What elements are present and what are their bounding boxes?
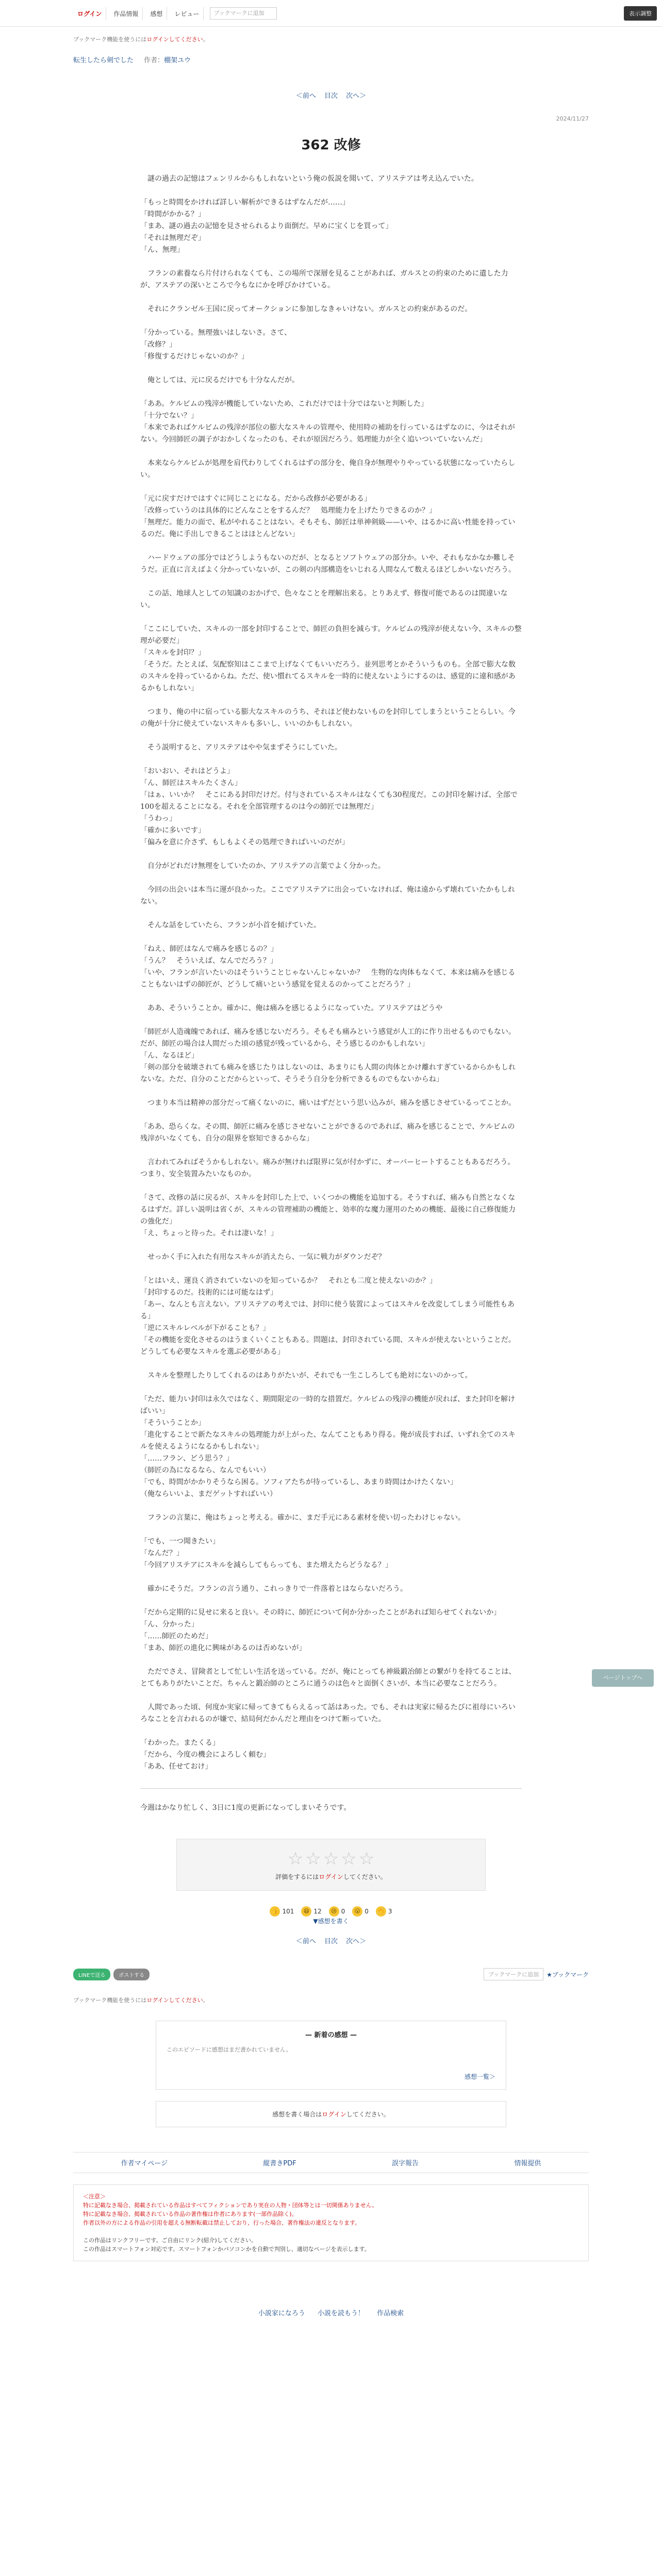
novel-paragraph: 「ここにしていた、スキルの一部を封印することで、師匠の負担を減らす。ケルビムの残滓が使えない今、スキルの整理が必要だ」 <box>140 625 522 645</box>
novel-paragraph: 「ああ、恐らくな。その間、師匠に痛みを感じさせないことができるのであれば、痛みを感じることで、ケルビムの残滓がいなくても、自分の限界を察知できるからな」 <box>140 1123 515 1143</box>
novel-paragraph: 本来ならケルビムが処理を肩代わりしてくれるはずの部分を、俺自身が無理やりやっている状態になっていたらしい。 <box>140 459 516 479</box>
novel-paragraph: 「でも、時間がかかりそうなら困る。ソフィアたちが待っているし、あまり時間はかけたくない」 <box>140 1478 457 1486</box>
novel-blank-line <box>140 1263 522 1275</box>
notice-title: ＜注意＞ <box>83 2193 106 2200</box>
novel-paragraph: ハードウェアの部分ではどうしようもないのだが、となるとソフトウェアの部分か。いや、それもなかなか難しそうだ。正直に言えばよく分かっていないが、この剣の内部構造をいじれる人間なんて数えるほどしかいないだろう。 <box>140 554 516 574</box>
novel-paragraph: 「まあ、謎の過去の記憶を見させられるより面倒だ。早めに宝くじを買って」 <box>140 222 393 230</box>
footer-link-search[interactable]: 作品検索 <box>377 2310 404 2317</box>
afterword: 今週はかなり忙しく、3日に1度の更新になってしまいそうです。 <box>140 1804 351 1812</box>
prev-link[interactable]: ＜前へ <box>295 92 316 100</box>
novel-paragraph: 「そうだ。たとえば、気配察知はここまで上げなくてもいいだろう。並列思考とかそういうものも。全部で膨大な数のスキルを持っているからね。ただ、使い慣れてるスキルを一時的に使えないようにするのは、感覚的に違和感があるかもしれない」 <box>140 660 516 692</box>
novel-blank-line <box>140 730 522 742</box>
notice-linkfree: この作品はリンクフリーです。ご自由にリンク(紹介)してください。 <box>83 2237 257 2244</box>
novel-paragraph: 「はぁ、いいか？ そこにある封印だけだ。付与されているスキルはなくても30程度だ。この封印を解けば、全部で100を超えることになる。それを全部管理するのは今の師匠では無理だ」 <box>140 791 518 811</box>
novel-paragraph: せっかく手に入れた有用なスキルが消えたら、一気に戦力がダウンだぞ？ <box>140 1253 386 1261</box>
novel-blank-line <box>140 540 522 552</box>
novel-paragraph: 「うん？ そういえば、なんでだろう？」 <box>140 957 277 965</box>
novel-paragraph: それにクランゼル王国に戻ってオークションに参加しなきゃいけない。ガルスとの約束があるのだ。 <box>140 305 472 313</box>
notice-reprint: 作者以外の方による作品の引用を超える無断転載は禁止しており、行った場合、著作権法の違反となります。 <box>83 2219 361 2226</box>
novel-paragraph: つまり、俺の中に宿っている膨大なスキルのうち、それほど使わないものを封印してしまうということらしい。今の俺が十分に使えていないスキルも多いし、いいのかもしれない。 <box>140 708 516 728</box>
novel-paragraph: フランの素養なら片付けられなくても、この場所で深層を見ることがあれば、ガルスとの約束のために遺した力が、アステアの深いところで今もなにかを呼びかけている。 <box>140 269 508 290</box>
afterword-divider <box>140 1788 522 1789</box>
novel-paragraph: ああ、そういうことか。確かに、俺は痛みを感じるようになっていた。アリステアはどうや <box>140 1004 443 1012</box>
bookmark-notice: ブックマーク機能を使うにはログインしてください。 <box>73 36 209 43</box>
novel-blank-line <box>140 991 522 1003</box>
author-label: 作者： <box>144 57 164 64</box>
novel-blank-line <box>140 1382 522 1394</box>
reaction-emoji-icon: 😢 <box>329 1906 339 1917</box>
reaction-count: 3 <box>388 1908 392 1915</box>
rating-note: 評価をするにはログインしてください。 <box>275 1873 387 1880</box>
novel-paragraph: 「今回アリステアにスキルを減らしてもらっても、また増えたらどうなる？」 <box>140 1561 392 1569</box>
novel-paragraph: 「ただ、能力い封印は永久ではなく、期間限定の一時的な措置だ。ケルビムの残滓の機能が戻れば、また封印を解けばいい」 <box>140 1395 516 1415</box>
author-mypage-link[interactable]: 作者マイページ <box>121 2160 168 2167</box>
bookmark-add-disabled[interactable]: ブックマークに追加 <box>484 1968 543 1980</box>
novel-paragraph: 「ねえ、師匠はなんで痛みを感じるの？」 <box>140 945 278 953</box>
notice-fiction: 特に記載なき場合、掲載されている作品はすべてフィクションであり実在の人物・団体等とは一切関係ありません。 <box>83 2202 378 2209</box>
novel-blank-line <box>140 1086 522 1097</box>
novel-blank-line <box>140 1725 522 1737</box>
reactions <box>0 1906 662 1917</box>
reaction-count: 101 <box>282 1908 294 1915</box>
novel-paragraph: 「無理だ。能力の面で、私がやれることはない。そもそも、師匠は単神剣級——いや、はるかに高い性能を持っているのだ。俺に手出しできることはほとんどない」 <box>140 518 516 538</box>
novel-paragraph: 「まあ、師匠の進化に興味があるのは否めないが」 <box>140 1644 306 1652</box>
novel-blank-line <box>140 754 522 766</box>
novel-paragraph: 「本来であればケルビムの残滓が部位の膨大なスキルの管理や、使用時の補助を行っているはずなのに、今はそれがない。今回師匠の調子がおかしくなったのも、それが原因だろう。処理能力が全く追いついていないんだ」 <box>140 423 515 444</box>
novel-blank-line <box>140 1240 522 1251</box>
novel-paragraph: 「……フラン、どう思う？」 <box>140 1454 234 1463</box>
novel-paragraph: 「もっと時間をかければ詳しい解析ができるはずなんだが……」 <box>140 198 350 207</box>
reaction-button[interactable] <box>329 1906 345 1917</box>
novel-paragraph: 「ん、なるほど」 <box>140 1052 198 1060</box>
toc-link-bottom[interactable]: 目次 <box>324 1938 338 1945</box>
rating-star-icon[interactable]: ☆ <box>323 1849 339 1869</box>
author-link[interactable]: 棚架ユウ <box>164 57 191 64</box>
novel-blank-line <box>140 256 522 268</box>
next-link-bottom[interactable]: 次へ＞ <box>346 1938 367 1945</box>
impressions-login-box: 感想を書く場合はログインしてください。 <box>156 2101 506 2127</box>
novel-paragraph: 「偏みを意に介さず、もしもよくその処理できればいいのだが」 <box>140 838 349 846</box>
novel-paragraph: この話、地球人としての知識のおかげで、色々なことを理解出来る。とりあえず、修復可能であるのは間違いない。 <box>140 589 508 609</box>
novel-blank-line <box>140 612 522 623</box>
reaction-emoji-icon: 👍 <box>270 1906 280 1917</box>
chapter-title: 362 改修 <box>301 138 361 153</box>
legal-notice-box <box>73 2184 589 2261</box>
novel-paragraph: 人間であった頃、何度か実家に帰ってきてもらえるって話はあった。でも、それは実家に帰るたびに祖母にいろいろなことを言われるのが嫌で、結局何だかんだと理由をつけて断っていた。 <box>140 1703 516 1723</box>
works-link[interactable]: 作品情報 <box>109 7 143 20</box>
novel-paragraph: 「うわっ」 <box>140 815 176 823</box>
reaction-emoji-icon: 😮 <box>352 1906 362 1917</box>
notice-copyright: 特に記載なき場合、掲載されている作品の著作権は作者にあります(一部作品除く)。 <box>83 2211 297 2217</box>
novel-paragraph: フランの言葉に、俺はちょっと考える。確かに、まだ手元にある素材を使い切ったわけじゃない。 <box>140 1514 465 1522</box>
novel-blank-line <box>140 1500 522 1512</box>
novel-paragraph: 俺としては、元に戻るだけでも十分なんだが。 <box>140 376 299 384</box>
novel-blank-line <box>140 386 522 398</box>
novel-paragraph: そんな話をしていたら、フランが小首を傾げていた。 <box>140 921 321 929</box>
reaction-count: 0 <box>341 1908 345 1915</box>
vertical-pdf-link[interactable]: 縦書きPDF <box>263 2160 296 2167</box>
novel-paragraph: 自分がどれだけ無理をしていたのか、アリステアの言葉でよく分かった。 <box>140 862 385 870</box>
novel-paragraph: 今回の出会いは本当に運が良かった。ここでアリステアに出会っていなければ、俺は遠からず壊れていたかもしれない。 <box>140 886 515 906</box>
novel-paragraph: 「剣の部分を破壊されても痛みを感じたりはしないのは、あまりにも人間の肉体とかけ離れすぎているからかもしれないな。ただ、自分のことだからといって、そうそう自分を分析できるものでもないからね」 <box>140 1063 516 1083</box>
display-settings-button[interactable]: 表示調整 <box>624 6 657 21</box>
reaction-button[interactable] <box>301 1906 321 1917</box>
novel-blank-line <box>140 363 522 375</box>
novel-paragraph: 「スキルを封印？」 <box>140 649 205 657</box>
novel-paragraph: 「とはいえ、運良く消されていないのを知っているか？ それとも二度と使えないのか？」 <box>140 1277 437 1285</box>
novel-paragraph: ただでさえ、冒険者として忙しい生活を送っている。だが、俺にとっても神級鍛冶師との繋がりを持てることは、とてもありがたいことだ。ちゃんと鍛冶師のところに通うのは色々と面倒くさいが、本当に必要なことだろう。 <box>140 1668 516 1688</box>
novel-blank-line <box>140 446 522 457</box>
novel-blank-line <box>140 694 522 706</box>
novel-paragraph: （俺ならいいよ、まだゲットすればいい） <box>140 1490 277 1498</box>
novel-blank-line <box>140 849 522 860</box>
notice-login-link[interactable]: ログインしてください <box>146 36 203 43</box>
impressions-empty-note: このエピソードに感想はまだ書かれていません。 <box>167 2046 292 2053</box>
typo-report-link[interactable]: 誤字報告 <box>392 2160 419 2167</box>
impressions-box <box>156 2021 506 2090</box>
rating-stars <box>187 1849 475 1869</box>
info-provide-link[interactable]: 情報提供 <box>514 2160 541 2167</box>
novel-paragraph: （師匠の為になるなら、なんでもいい） <box>140 1466 270 1475</box>
novel-blank-line <box>140 1524 522 1536</box>
novel-paragraph: 「確かに多いです」 <box>140 826 205 835</box>
novel-blank-line <box>140 1358 522 1370</box>
novel-paragraph: 「進化することで新たなスキルの処理能力が上がった、なんてこともあり得る。俺が成長すれば、いずれ全てのスキルを使えるようになるかもしれない」 <box>140 1431 516 1451</box>
novel-paragraph: 「改修っていうのは具体的にどんなことをするんだ？ 処理能力を上げたりできるのか？」 <box>140 506 436 515</box>
novel-paragraph: 「ん、無理」 <box>140 246 184 254</box>
toc-link[interactable]: 目次 <box>324 92 338 100</box>
novel-paragraph: スキルを整理したりしてくれるのはありがたいが、それでも一生こしろしても絶対にないのかって。 <box>140 1371 472 1380</box>
novel-body <box>140 173 522 1773</box>
novel-blank-line <box>140 1145 522 1157</box>
novel-blank-line <box>140 931 522 943</box>
novel-paragraph: 「わかった。またくる」 <box>140 1739 220 1747</box>
novel-paragraph: 「だから定期的に見せに来ると良い。その時に、師匠について何か分かったことがあれば知らせてくれないか」 <box>140 1608 501 1617</box>
novel-paragraph: 謎の過去の記憶はフェンリルからもしれないという俺の仮説を聞いて、アリステアは考え込んでいた。 <box>140 175 478 183</box>
bookmark-notice-bottom: ブックマーク機能を使うにはログインしてください。 <box>73 1997 209 2004</box>
novel-blank-line <box>140 315 522 327</box>
rating-box <box>176 1839 486 1891</box>
series-title-link[interactable]: 転生したら剣でした <box>73 57 134 64</box>
novel-blank-line <box>140 1595 522 1607</box>
page-top-button[interactable]: ページトップへ <box>592 1669 654 1687</box>
reaction-button[interactable] <box>270 1906 294 1917</box>
novel-paragraph: 言われてみればそうかもしれない。痛みが無ければ限界に気が付かずに、オーバーヒートすることもあるだろう。つまり、安全装置みたいなものか。 <box>140 1158 515 1178</box>
impressions-link[interactable]: 感想 <box>146 7 167 20</box>
bookmark-link[interactable]: ★ブックマーク <box>547 1971 589 1978</box>
novel-paragraph: つまり本当は精神の部分だって痛くないのに、痛いはずだという思い込みが、痛みを感じさせているってことか。 <box>140 1099 516 1107</box>
reaction-emoji-icon: 😄 <box>301 1906 311 1917</box>
footer-link-yomou[interactable]: 小説を読もう！ <box>317 2310 365 2317</box>
post-date: 2024/11/27 <box>556 115 589 122</box>
novel-blank-line <box>140 481 522 493</box>
reaction-button[interactable] <box>352 1906 369 1917</box>
novel-paragraph: 「ああ。ケルビムの残滓が機能していないため、これだけでは十分ではないと判断した」 <box>140 400 428 408</box>
reaction-emoji-icon: 👏 <box>376 1906 386 1917</box>
post-share-button[interactable]: ポストする <box>113 1969 150 1980</box>
rating-star-icon[interactable]: ☆ <box>341 1849 357 1869</box>
login-link[interactable]: ログイン <box>73 7 106 20</box>
prev-link-bottom[interactable]: ＜前へ <box>295 1938 316 1945</box>
reaction-count: 12 <box>313 1908 322 1915</box>
novel-paragraph: 「十分でない？」 <box>140 412 198 420</box>
write-impression-link[interactable]: ▼感想を書く <box>313 1918 349 1925</box>
notice-smartphone: この作品はスマートフォン対応です。スマートフォンかパソコンかを自動で判別し、適切なページを表示します。 <box>83 2246 370 2252</box>
rating-login-link[interactable]: ログイン <box>319 1873 343 1880</box>
novel-blank-line <box>140 1180 522 1192</box>
novel-paragraph: 「師匠が人造魂魄であれば、痛みを感じないだろう。そもそも痛みという感覚が人工的に作り出せるものでもない。だが、師匠の場合は人間だった頃の感覚が残っているから、そう感じるのかもしれない」 <box>140 1028 516 1048</box>
novel-paragraph: 「ん、師匠はスキルたくさん」 <box>140 779 242 787</box>
impressions-title: — 新着の感想 — <box>305 2031 357 2039</box>
novel-paragraph: 「ああ、任せておけ」 <box>140 1762 212 1771</box>
novel-blank-line <box>140 1014 522 1026</box>
novel-blank-line <box>140 576 522 588</box>
next-link[interactable]: 次へ＞ <box>346 92 367 100</box>
impressions-login-link[interactable]: ログイン <box>322 2111 346 2118</box>
novel-paragraph: 「分かっている。無理強いはしないさ。さて、 <box>140 329 292 337</box>
novel-paragraph: 「でも、一つ聞きたい」 <box>140 1537 220 1546</box>
reaction-count: 0 <box>365 1908 369 1915</box>
novel-blank-line <box>140 185 522 197</box>
reaction-button[interactable] <box>376 1906 392 1917</box>
novel-paragraph: 「修復するだけじゃないのか？」 <box>140 352 249 361</box>
novel-paragraph: 「時間がかかる？」 <box>140 210 205 218</box>
pager-bottom <box>0 1936 662 1945</box>
bottom-nav <box>73 2152 589 2173</box>
rating-star-icon[interactable]: ☆ <box>287 1849 304 1869</box>
novel-blank-line <box>140 908 522 920</box>
header-bar <box>0 0 662 27</box>
novel-paragraph: 「さて、改修の話に戻るが、スキルを封印した上で、いくつかの機能を追加する。そうすれば、痛みも自然となくなるはずだ。詳しい説明は省くが、スキルの管理補助の機能と、効率的な魔力運用のための機能、最後に自己修復能力の強化だ」 <box>140 1194 516 1226</box>
novel-paragraph: 「そういうことか」 <box>140 1419 205 1427</box>
review-link[interactable]: レビュー <box>170 7 204 20</box>
novel-paragraph: 「ん、分かった」 <box>140 1620 198 1629</box>
footer-links <box>0 2308 662 2317</box>
novel-paragraph: そう説明すると、アリステアはやや気まずそうにしていた。 <box>140 743 342 752</box>
pager-top <box>0 90 662 100</box>
novel-paragraph: 「それは無理だぞ」 <box>140 234 205 242</box>
impressions-list-link[interactable]: 感想一覧＞ <box>464 2073 495 2080</box>
novel-paragraph: 「その機能を変化させるのはうまくいくこともある。問題は、封印されている間、スキルが使えないということだ。どうしても必要なスキルを選ぶ必要がある」 <box>140 1336 516 1356</box>
novel-blank-line <box>140 872 522 884</box>
rating-star-icon[interactable]: ☆ <box>305 1849 321 1869</box>
novel-paragraph: 「なんだ？」 <box>140 1549 184 1557</box>
footer-link-narou[interactable]: 小説家になろう <box>258 2310 305 2317</box>
novel-paragraph: 「元に戻すだけではすぐに同じことになる。だから改修が必要がある」 <box>140 495 371 503</box>
novel-blank-line <box>140 1654 522 1666</box>
novel-paragraph: 「改修？」 <box>140 341 176 349</box>
novel-blank-line <box>140 292 522 303</box>
novel-paragraph: 確かにそうだ。フランの言う通り、これっきりで一件落着とはならないだろう。 <box>140 1585 407 1593</box>
line-share-button[interactable]: LINEで送る <box>73 1969 110 1980</box>
novel-paragraph: 「……師匠のためだ」 <box>140 1632 212 1640</box>
novel-blank-line <box>140 1571 522 1583</box>
novel-paragraph: 「逆にスキルレベルが下がることも？」 <box>140 1324 270 1332</box>
novel-blank-line <box>140 1109 522 1121</box>
share-toolbar <box>73 1968 589 1980</box>
novel-blank-line <box>140 1690 522 1702</box>
novel-paragraph: 「いや、フランが言いたいのはそういうことじゃないんじゃないか？ 生物的な肉体もなくて、本来は痛みを感じることもないはずの師匠が、どうして痛いという感覚を覚えるのかってことだろう？」 <box>140 969 516 989</box>
novel-paragraph: 「だから、今度の機会によろしく頼む」 <box>140 1751 270 1759</box>
notice-login-link-bottom[interactable]: ログインしてください <box>146 1997 203 2004</box>
novel-paragraph: 「あー、なんとも言えない。アリステアの考えでは、封印に使う装置によってはスキルを改変してしまう可能性もある」 <box>140 1300 515 1320</box>
rating-star-icon[interactable]: ☆ <box>358 1849 375 1869</box>
bookmark-add-field[interactable]: ブックマークに追加 <box>210 7 277 20</box>
novel-paragraph: 「おいおい、それはどうよ」 <box>140 767 234 775</box>
series-line <box>73 55 589 64</box>
novel-paragraph: 「え、ちょっと待った。それは凄いな！」 <box>140 1229 278 1238</box>
novel-paragraph: 「封印するのだ。技術的には可能なはず」 <box>140 1289 277 1297</box>
